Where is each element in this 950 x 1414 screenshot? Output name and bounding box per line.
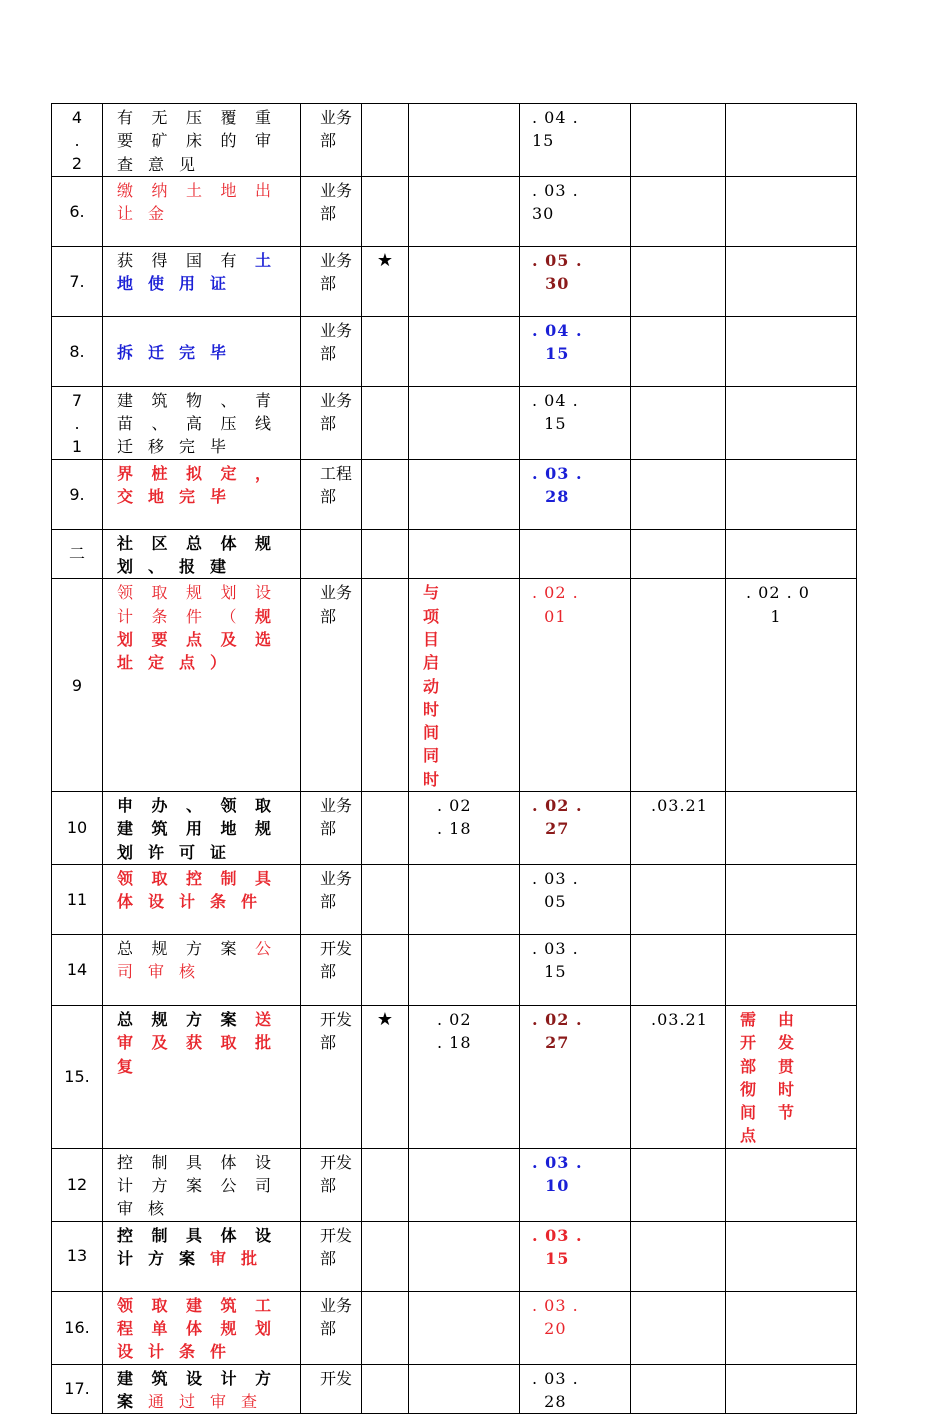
actual-date <box>631 176 726 246</box>
priority-star: ★ <box>362 246 409 316</box>
planned-date <box>409 104 520 177</box>
actual-date <box>631 459 726 529</box>
remark-text: 需由开发部贯彻时间节点 <box>740 1009 817 1146</box>
task-name <box>103 459 301 529</box>
department: 业务部 <box>301 1291 362 1364</box>
task-text: 获得国有 <box>117 250 255 270</box>
task-text: 公司审核 <box>117 938 286 982</box>
planned-date <box>409 386 520 459</box>
task-text: 土地使用证 <box>117 250 286 294</box>
department: 业务部 <box>301 176 362 246</box>
task-name <box>103 934 301 1005</box>
remark <box>726 1221 857 1291</box>
table-row <box>52 1364 857 1414</box>
department: 业务部 <box>301 864 362 934</box>
row-number: 8. <box>52 316 103 386</box>
department: 开发部 <box>301 934 362 1005</box>
planned-date: . 02 . 18 <box>409 792 520 865</box>
actual-date <box>631 316 726 386</box>
planned-date: 与项目启动时间同时 <box>409 579 520 792</box>
task-name <box>103 864 301 934</box>
task-name <box>103 1291 301 1364</box>
task-text: 控制具体设计方案 <box>117 1225 286 1268</box>
task-text: 拆迁完毕 <box>117 342 242 362</box>
table-row <box>52 104 857 177</box>
remark <box>726 104 857 177</box>
task-text: 送审及获取批复 <box>117 1009 286 1076</box>
row-number: 9. <box>52 459 103 529</box>
table-row <box>52 579 857 792</box>
planned-date <box>409 1364 520 1414</box>
task-name <box>103 104 301 177</box>
department: 业务部 <box>301 579 362 792</box>
row-number: 4 . 2 <box>52 104 103 177</box>
task-text: 控制具体设计方案公司审核 <box>117 1152 286 1219</box>
target-date: . 03 . 28 <box>520 459 631 529</box>
task-text: 界桩拟定，交地完毕 <box>117 463 286 507</box>
target-date: . 03 . 28 <box>520 1364 631 1414</box>
planned-date: . 02 . 18 <box>409 1005 520 1148</box>
remark <box>726 1364 857 1414</box>
task-text: 建筑设计方案 <box>117 1368 286 1411</box>
actual-date <box>631 104 726 177</box>
task-name <box>103 246 301 316</box>
remark <box>726 176 857 246</box>
task-name <box>103 579 301 792</box>
department: 开发 <box>301 1364 362 1414</box>
actual-date <box>631 246 726 316</box>
actual-date <box>631 934 726 1005</box>
table-row <box>52 386 857 459</box>
table-row <box>52 176 857 246</box>
task-name <box>103 1364 301 1414</box>
remark <box>726 386 857 459</box>
row-number: 二 <box>52 529 103 579</box>
priority-star <box>362 1148 409 1221</box>
row-number: 10 <box>52 792 103 865</box>
remark <box>726 459 857 529</box>
actual-date: .03.21 <box>631 1005 726 1148</box>
department: 开发部 <box>301 1005 362 1148</box>
schedule-table <box>51 103 857 1414</box>
table-row <box>52 864 857 934</box>
department: 业务部 <box>301 316 362 386</box>
remark <box>726 792 857 865</box>
task-text: 有无压覆重要矿床的审查意见 <box>117 108 286 174</box>
priority-star <box>362 1221 409 1291</box>
priority-star <box>362 104 409 177</box>
row-number: 16. <box>52 1291 103 1364</box>
priority-star <box>362 529 409 579</box>
table-row <box>52 934 857 1005</box>
department: 开发部 <box>301 1221 362 1291</box>
task-name <box>103 792 301 865</box>
task-name <box>103 176 301 246</box>
remark <box>726 934 857 1005</box>
target-date: . 04 . 15 <box>520 316 631 386</box>
priority-star <box>362 792 409 865</box>
planned-date <box>409 176 520 246</box>
row-number: 12 <box>52 1148 103 1221</box>
department: 业务部 <box>301 104 362 177</box>
priority-star <box>362 579 409 792</box>
remark <box>726 1148 857 1221</box>
target-date: . 03 . 20 <box>520 1291 631 1364</box>
priority-star: ★ <box>362 1005 409 1148</box>
row-number: 13 <box>52 1221 103 1291</box>
department: 业务部 <box>301 246 362 316</box>
target-date: . 03 . 10 <box>520 1148 631 1221</box>
planned-date <box>409 316 520 386</box>
planned-date <box>409 1221 520 1291</box>
priority-star <box>362 176 409 246</box>
task-text: 审批 <box>210 1248 273 1268</box>
row-number: 6. <box>52 176 103 246</box>
department: 工程部 <box>301 459 362 529</box>
table-body <box>52 104 857 1414</box>
remark <box>726 529 857 579</box>
actual-date <box>631 1291 726 1364</box>
task-name <box>103 529 301 579</box>
task-text: 缴纳土地出让金 <box>117 180 286 224</box>
actual-date <box>631 864 726 934</box>
actual-date: .03.21 <box>631 792 726 865</box>
target-date: . 04 . 15 <box>520 386 631 459</box>
planned-date <box>409 246 520 316</box>
remark <box>726 864 857 934</box>
priority-star <box>362 1291 409 1364</box>
priority-star <box>362 316 409 386</box>
task-text: 规划要点及选址定点） <box>117 606 286 673</box>
actual-date <box>631 579 726 792</box>
task-text: 领取建筑工程单体规划设计条件 <box>117 1295 286 1362</box>
planned-date <box>409 529 520 579</box>
actual-date <box>631 1148 726 1221</box>
planned-date <box>409 1148 520 1221</box>
remark <box>726 1005 857 1148</box>
row-number: 11 <box>52 864 103 934</box>
row-number: 9 <box>52 579 103 792</box>
table-row <box>52 1221 857 1291</box>
planned-date <box>409 1291 520 1364</box>
actual-date <box>631 386 726 459</box>
priority-star <box>362 864 409 934</box>
task-text: 通过审查 <box>148 1391 273 1411</box>
row-number: 14 <box>52 934 103 1005</box>
planned-date <box>409 459 520 529</box>
department: 业务部 <box>301 792 362 865</box>
table-row <box>52 246 857 316</box>
task-name <box>103 1005 301 1148</box>
target-date: . 02 . 01 <box>520 579 631 792</box>
target-date: . 03 . 15 <box>520 934 631 1005</box>
priority-star <box>362 386 409 459</box>
task-text: 申办、领取建筑用地规划许可证 <box>117 796 286 862</box>
task-name <box>103 316 301 386</box>
task-name <box>103 1148 301 1221</box>
remark: . 02 . 0 1 <box>726 579 857 792</box>
target-date <box>520 529 631 579</box>
task-text: 社区总体规划、报建 <box>117 533 286 577</box>
department <box>301 529 362 579</box>
table-row <box>52 1005 857 1148</box>
task-text: 建筑物、青苗、高压线迁移完毕 <box>117 390 286 457</box>
task-text: 总规方案 <box>117 1009 255 1029</box>
planned-date <box>409 864 520 934</box>
target-date: . 04 . 15 <box>520 104 631 177</box>
target-date: . 03 . 15 <box>520 1221 631 1291</box>
department: 开发部 <box>301 1148 362 1221</box>
remark <box>726 246 857 316</box>
task-text: 总规方案 <box>117 938 255 958</box>
remark <box>726 316 857 386</box>
planned-date <box>409 934 520 1005</box>
target-date: . 02 . 27 <box>520 1005 631 1148</box>
table-row <box>52 1148 857 1221</box>
task-text: 领取控制具体设计条件 <box>117 868 286 912</box>
row-number: 17. <box>52 1364 103 1414</box>
department: 业务部 <box>301 386 362 459</box>
row-number: 15. <box>52 1005 103 1148</box>
target-date: . 03 . 05 <box>520 864 631 934</box>
task-name <box>103 386 301 459</box>
remark <box>726 1291 857 1364</box>
target-date: . 03 . 30 <box>520 176 631 246</box>
priority-star <box>362 459 409 529</box>
row-number: 7 . 1 <box>52 386 103 459</box>
actual-date <box>631 1221 726 1291</box>
priority-star <box>362 1364 409 1414</box>
table-row <box>52 459 857 529</box>
table-row <box>52 529 857 579</box>
target-date: . 05 . 30 <box>520 246 631 316</box>
actual-date <box>631 1364 726 1414</box>
target-date: . 02 . 27 <box>520 792 631 865</box>
task-name <box>103 1221 301 1291</box>
table-row <box>52 1291 857 1364</box>
row-number: 7. <box>52 246 103 316</box>
table-row <box>52 316 857 386</box>
priority-star <box>362 934 409 1005</box>
actual-date <box>631 529 726 579</box>
task-text: 领取规划设计条件（ <box>117 583 286 626</box>
table-row <box>52 792 857 865</box>
